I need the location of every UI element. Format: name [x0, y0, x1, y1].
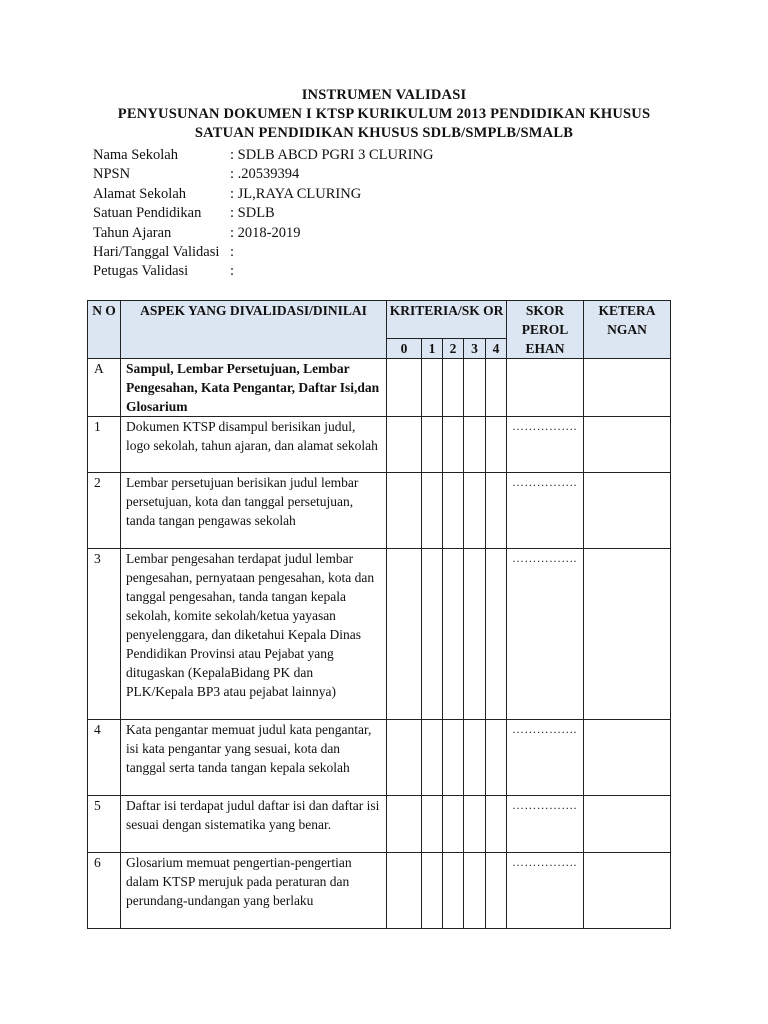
info-row-tanggal [93, 243, 433, 262]
criteria-cell-2[interactable] [443, 853, 464, 929]
criteria-cell-0[interactable] [387, 359, 422, 417]
table-row [88, 720, 671, 796]
info-value: : [230, 263, 235, 280]
row-number: 6 [88, 853, 121, 929]
info-value: : 2018-2019 [230, 224, 301, 241]
school-info [93, 146, 433, 282]
criteria-cell-4[interactable] [486, 549, 507, 720]
criteria-cell-1[interactable] [422, 473, 443, 549]
criteria-cell-3[interactable] [464, 853, 486, 929]
row-keterangan[interactable] [584, 473, 671, 549]
info-row-petugas [93, 262, 433, 281]
row-keterangan[interactable] [584, 853, 671, 929]
info-label: Nama Sekolah [93, 147, 178, 163]
criteria-cell-3[interactable] [464, 359, 486, 417]
criteria-cell-0[interactable] [387, 473, 422, 549]
header-aspek: ASPEK YANG DIVALIDASI/DINILAI [121, 301, 387, 359]
document-subtitle-2: SATUAN PENDIDIKAN KHUSUS SDLB/SMPLB/SMALB [194, 125, 574, 141]
row-aspek: Kata pengantar memuat judul kata pengantar, isi kata pengantar yang sesuai, kota dan tanggal serta tanda tangan kepala sekolah [121, 720, 387, 796]
row-aspek: Lembar pengesahan terdapat judul lembar pengesahan, pernyataan pengesahan, kota dan tanggal pengesahan, tanda tangan kepala sekolah, komite sekolah/ketua yayasan penyelenggara, dan diketahui Kepala Dinas Pendidikan Provinsi atau Pejabat yang ditugaskan (KepalaBidang PK dan PLK/Kepala BP3 atau pejabat lainnya) [121, 549, 387, 720]
row-aspek: Dokumen KTSP disampul berisikan judul, logo sekolah, tahun ajaran, dan alamat sekolah [121, 417, 387, 473]
row-keterangan[interactable] [584, 359, 671, 417]
row-number: 5 [88, 796, 121, 853]
row-skor[interactable]: ……………. [507, 720, 584, 796]
criteria-cell-4[interactable] [486, 359, 507, 417]
document-title: INSTRUMEN VALIDASI [301, 87, 467, 103]
info-value: : [230, 243, 235, 260]
score-2: 2 [443, 339, 464, 359]
score-3: 3 [464, 339, 486, 359]
criteria-cell-2[interactable] [443, 720, 464, 796]
criteria-cell-0[interactable] [387, 417, 422, 473]
criteria-cell-1[interactable] [422, 417, 443, 473]
info-value: : JL,RAYA CLURING [230, 185, 362, 202]
row-keterangan[interactable] [584, 549, 671, 720]
info-label: Hari/Tanggal Validasi [93, 243, 220, 260]
criteria-cell-4[interactable] [486, 853, 507, 929]
criteria-cell-3[interactable] [464, 720, 486, 796]
row-skor[interactable]: ……………. [507, 417, 584, 473]
info-row-tahun [93, 224, 433, 243]
criteria-cell-3[interactable] [464, 417, 486, 473]
info-row-alamat [93, 185, 433, 204]
score-0: 0 [387, 339, 422, 359]
info-value: : SDLB [230, 205, 275, 222]
score-4: 4 [486, 339, 507, 359]
header-skor: SKOR PEROL EHAN [507, 301, 584, 359]
row-keterangan[interactable] [584, 720, 671, 796]
criteria-cell-3[interactable] [464, 473, 486, 549]
criteria-cell-1[interactable] [422, 549, 443, 720]
criteria-cell-3[interactable] [464, 549, 486, 720]
criteria-cell-0[interactable] [387, 853, 422, 929]
table-row [88, 417, 671, 473]
criteria-cell-2[interactable] [443, 359, 464, 417]
row-skor[interactable] [507, 359, 584, 417]
table-row [88, 796, 671, 853]
info-label: Tahun Ajaran [93, 224, 172, 241]
info-row-satuan [93, 204, 433, 223]
row-number: A [88, 359, 121, 417]
criteria-cell-0[interactable] [387, 549, 422, 720]
row-aspek: Glosarium memuat pengertian-pengertian dalam KTSP merujuk pada peraturan dan perundang-undangan yang berlaku [121, 853, 387, 929]
row-skor[interactable]: ……………. [507, 853, 584, 929]
row-aspek: Daftar isi terdapat judul daftar isi dan daftar isi sesuai dengan sistematika yang benar. [121, 796, 387, 853]
criteria-cell-4[interactable] [486, 473, 507, 549]
header-keterangan: KETERA NGAN [584, 301, 671, 359]
criteria-cell-1[interactable] [422, 853, 443, 929]
table-row [88, 359, 671, 417]
info-value: : SDLB ABCD PGRI 3 CLURING [230, 147, 434, 163]
info-label: NPSN [93, 166, 131, 183]
info-label: Petugas Validasi [93, 263, 189, 280]
criteria-cell-4[interactable] [486, 720, 507, 796]
criteria-cell-4[interactable] [486, 417, 507, 473]
header-kriteria: KRITERIA/SK OR [387, 301, 507, 339]
table-row [88, 549, 671, 720]
info-row-nama-sekolah [93, 146, 433, 165]
document-subtitle: PENYUSUNAN DOKUMEN I KTSP KURIKULUM 2013 PENDIDIKAN KHUSUS [117, 106, 651, 122]
header-no: N O [88, 301, 121, 359]
criteria-cell-1[interactable] [422, 796, 443, 853]
criteria-cell-0[interactable] [387, 796, 422, 853]
row-number: 2 [88, 473, 121, 549]
info-label: Alamat Sekolah [93, 185, 187, 202]
table-row [88, 473, 671, 549]
info-value: : .20539394 [230, 166, 300, 183]
criteria-cell-2[interactable] [443, 796, 464, 853]
criteria-cell-1[interactable] [422, 720, 443, 796]
row-keterangan[interactable] [584, 796, 671, 853]
row-aspek: Sampul, Lembar Persetujuan, Lembar Pengesahan, Kata Pengantar, Daftar Isi,dan Glosarium [121, 359, 387, 417]
row-skor[interactable]: ……………. [507, 796, 584, 853]
row-number: 1 [88, 417, 121, 473]
row-skor[interactable]: ……………. [507, 549, 584, 720]
criteria-cell-4[interactable] [486, 796, 507, 853]
criteria-cell-1[interactable] [422, 359, 443, 417]
validation-table [87, 300, 671, 929]
row-skor[interactable]: ……………. [507, 473, 584, 549]
criteria-cell-2[interactable] [443, 473, 464, 549]
criteria-cell-0[interactable] [387, 720, 422, 796]
criteria-cell-2[interactable] [443, 549, 464, 720]
info-row-npsn [93, 165, 433, 184]
row-number: 4 [88, 720, 121, 796]
score-1: 1 [422, 339, 443, 359]
row-aspek: Lembar persetujuan berisikan judul lembar persetujuan, kota dan tanggal persetujuan, tanda tangan pengawas sekolah [121, 473, 387, 549]
criteria-cell-2[interactable] [443, 417, 464, 473]
table-row [88, 853, 671, 929]
row-keterangan[interactable] [584, 417, 671, 473]
criteria-cell-3[interactable] [464, 796, 486, 853]
info-label: Satuan Pendidikan [93, 205, 202, 222]
row-number: 3 [88, 549, 121, 720]
